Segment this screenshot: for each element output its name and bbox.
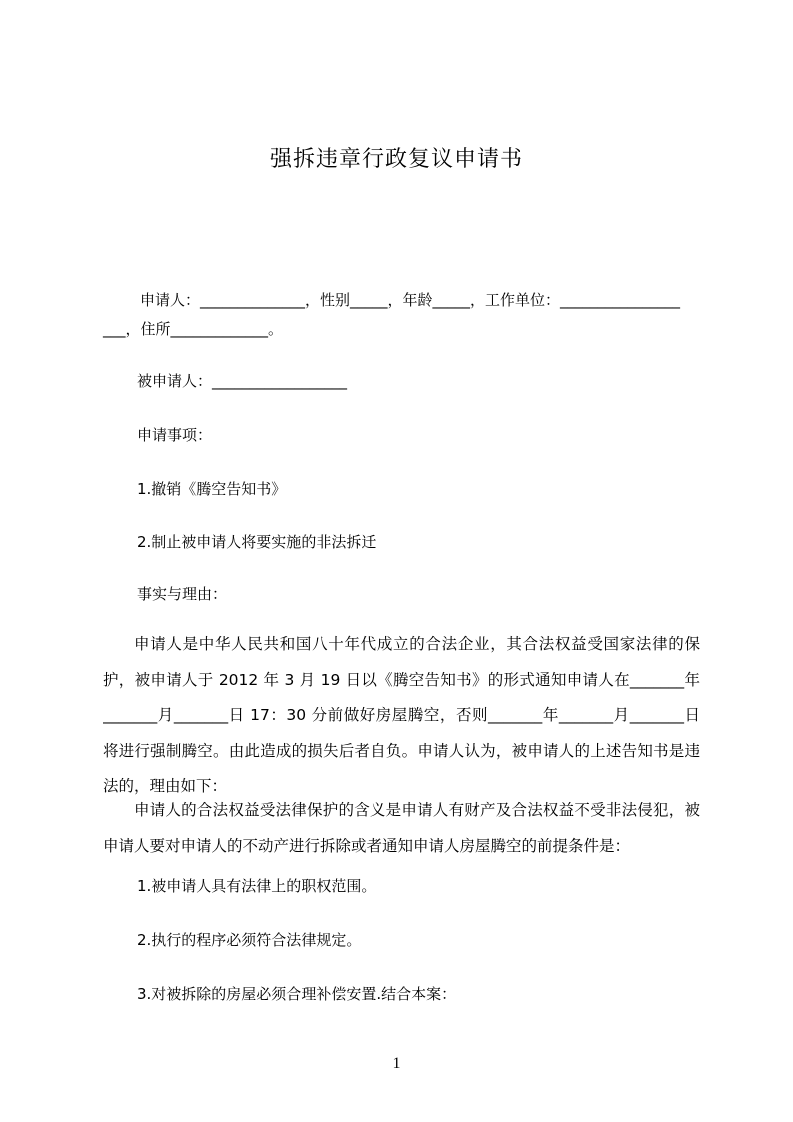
request-item-1: 1.撤销《腾空告知书》 bbox=[137, 480, 287, 498]
condition-item-1: 1.被申请人具有法律上的职权范围。 bbox=[137, 877, 377, 895]
request-item-2: 2.制止被申请人将要实施的非法拆迁 bbox=[137, 533, 377, 551]
facts-paragraph-1-text: 申请人是中华人民共和国八十年代成立的合法企业，其合法权益受国家法律的保护，被申请人于 2012 年 3 月 19 日以《腾空告知书》的形式通知申请人在_______年_______月_______日 17：30 分前做好房屋腾空，否则_______年_______月_______日将进行强制腾空。由此造成的损失后者自负。申请人认为，被申请人的上述告知书是违法的，理由如下： bbox=[103, 635, 700, 795]
facts-paragraph-1 bbox=[103, 627, 700, 805]
applicant-line-1: 申请人：______________，性别_____，年龄_____，工作单位：________________ bbox=[140, 291, 681, 309]
respondent-line: 被申请人：__________________ bbox=[137, 372, 348, 390]
facts-paragraph-2 bbox=[103, 793, 700, 864]
request-heading: 申请事项： bbox=[137, 426, 213, 444]
applicant-line-2: ___，住所_____________。 bbox=[103, 320, 284, 338]
facts-paragraph-2-text: 申请人的合法权益受法律保护的含义是申请人有财产及合法权益不受非法侵犯，被申请人要对申请人的不动产进行拆除或者通知申请人房屋腾空的前提条件是： bbox=[103, 801, 700, 855]
document-title: 强拆违章行政复议申请书 bbox=[269, 147, 523, 172]
condition-item-2: 2.执行的程序必须符合法律规定。 bbox=[137, 931, 362, 949]
condition-item-3: 3.对被拆除的房屋必须合理补偿安置.结合本案： bbox=[137, 985, 457, 1003]
page-number: 1 bbox=[392, 1055, 401, 1072]
facts-heading: 事实与理由： bbox=[137, 585, 228, 603]
